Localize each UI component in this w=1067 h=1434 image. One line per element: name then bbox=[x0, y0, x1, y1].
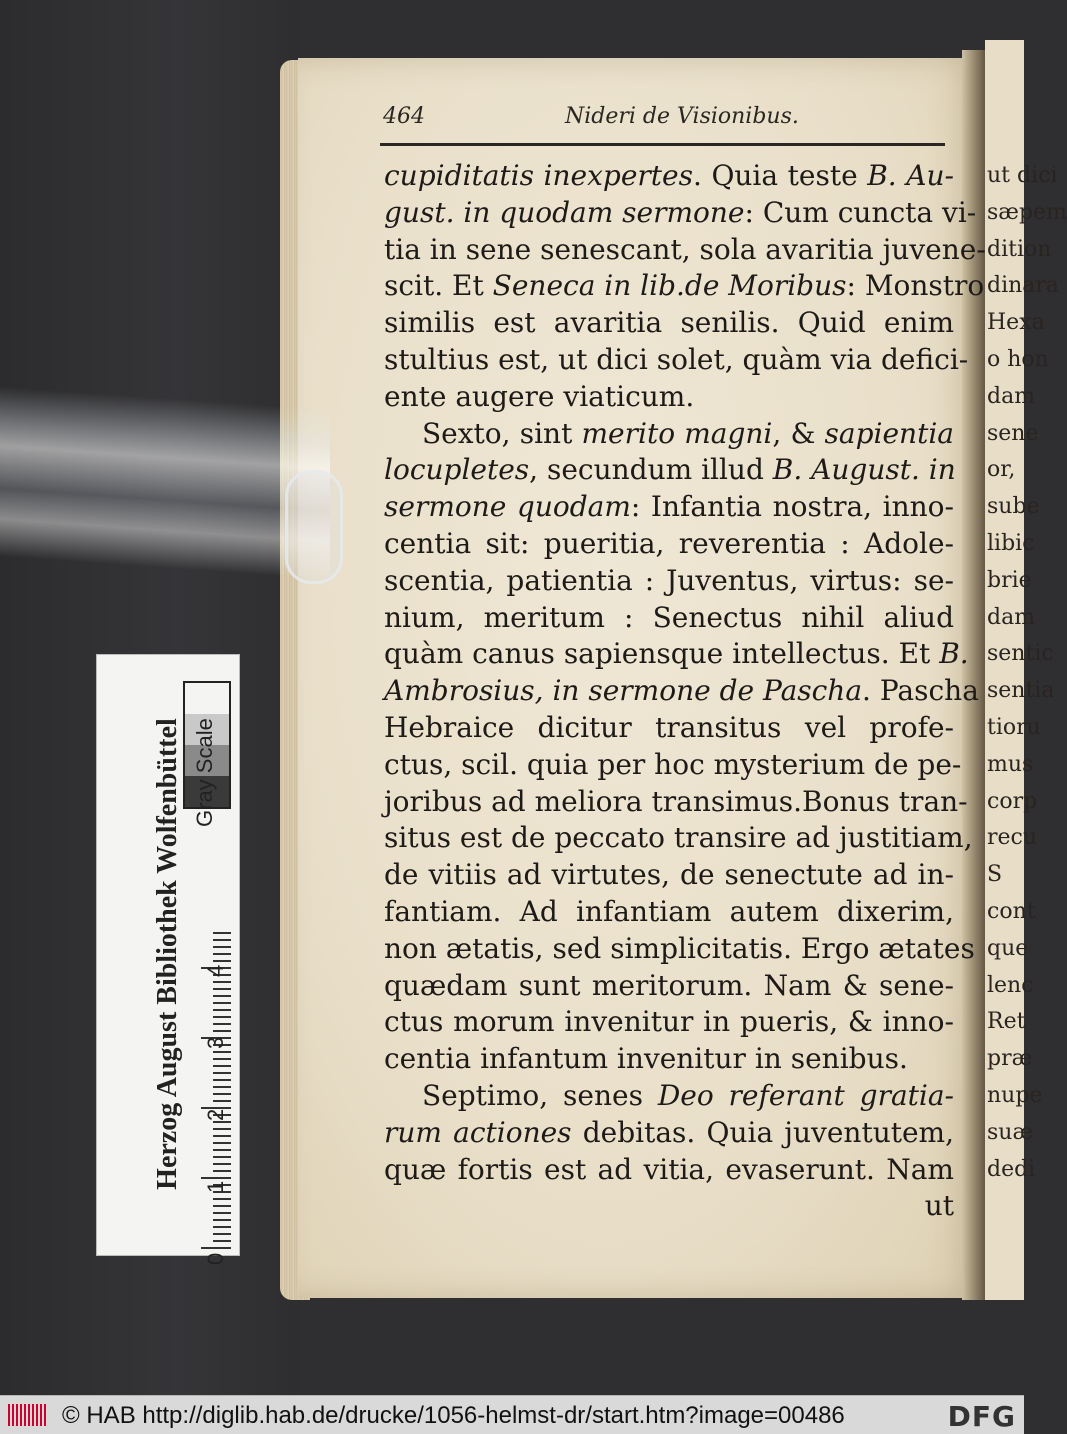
body-text bbox=[384, 158, 986, 1225]
text-segment: tia in sene senescant, sola avaritia juvene- bbox=[384, 232, 986, 266]
text-line bbox=[384, 968, 954, 1005]
ruler-tick bbox=[213, 1226, 231, 1228]
text-line bbox=[384, 600, 954, 637]
text-line bbox=[384, 452, 954, 489]
text-segment: ente augere viaticum. bbox=[384, 379, 695, 413]
ruler-tick bbox=[213, 1149, 231, 1151]
text-line bbox=[384, 1041, 954, 1078]
italic-segment: cupiditatis inexpertes bbox=[384, 159, 693, 192]
text-segment: de vitiis ad virtutes, de senectute ad in- bbox=[384, 858, 954, 892]
text-line bbox=[384, 526, 954, 563]
ruler-number: 4 bbox=[203, 964, 228, 977]
text-segment: non ætatis, sed simplicitatis. Ergo ætates bbox=[384, 931, 975, 965]
ruler-tick bbox=[213, 1086, 231, 1088]
italic-segment: gust. in quodam sermone bbox=[384, 195, 745, 229]
text-segment: scentia, patientia : Juventus, virtus: se- bbox=[384, 563, 954, 597]
text-segment: joribus ad meliora transimus.Bonus tran- bbox=[384, 784, 968, 818]
ruler-tick bbox=[213, 1009, 231, 1011]
text-line bbox=[384, 1152, 954, 1189]
text-line bbox=[384, 1004, 954, 1041]
text-line bbox=[384, 894, 954, 931]
text-line bbox=[384, 379, 954, 416]
text-line bbox=[384, 857, 954, 894]
ruler-tick bbox=[213, 1065, 231, 1067]
italic-segment: rum actiones bbox=[384, 1115, 572, 1149]
running-title: Nideri de Visionibus. bbox=[565, 104, 799, 129]
ruler-number: 3 bbox=[203, 1036, 228, 1049]
italic-segment: merito magni bbox=[581, 416, 773, 450]
ruler-tick bbox=[213, 1198, 231, 1200]
text-line bbox=[384, 268, 985, 305]
italic-segment: sapientia bbox=[824, 416, 954, 450]
text-line bbox=[384, 931, 975, 968]
ruler-number: 0 bbox=[203, 1252, 228, 1265]
text-line bbox=[384, 158, 954, 195]
text-line bbox=[384, 416, 954, 453]
ruler-tick bbox=[213, 1212, 231, 1214]
source-link[interactable]: © HAB http://diglib.hab.de/drucke/1056-helmst-dr/start.htm?image=00486 bbox=[62, 1402, 845, 1429]
gray-scale-card bbox=[96, 654, 240, 1265]
text-segment: situs est de peccato transire ad justitiam, bbox=[384, 821, 973, 855]
ruler-tick bbox=[213, 939, 231, 941]
footer-bar bbox=[0, 1395, 1024, 1434]
text-segment: ctus, scil. quia per hoc mysterium de pe- bbox=[384, 747, 962, 781]
text-segment: : Infantia nostra, inno- bbox=[630, 490, 954, 524]
ruler-tick bbox=[213, 1121, 231, 1123]
ruler-tick bbox=[213, 1205, 231, 1207]
text-segment: Septimo, senes bbox=[422, 1078, 658, 1112]
text-segment: debitas. Quia juventutem, bbox=[571, 1115, 955, 1149]
ruler-tick bbox=[213, 1072, 231, 1074]
italic-segment: B. August. in bbox=[772, 453, 956, 487]
text-segment: . Pascha bbox=[862, 674, 979, 708]
text-line bbox=[384, 342, 969, 379]
page-clip-icon bbox=[285, 470, 343, 584]
running-head bbox=[383, 104, 943, 138]
text-line bbox=[384, 820, 973, 857]
italic-segment: B. Au- bbox=[867, 159, 954, 192]
text-segment: ctus morum invenitur in pueris, & inno- bbox=[384, 1005, 954, 1039]
text-segment: quædam sunt meritorum. Nam & sene- bbox=[384, 968, 954, 1002]
text-segment: scit. Et bbox=[384, 269, 493, 303]
ruler-tick bbox=[213, 932, 231, 934]
text-segment: fantiam. Ad infantiam autem dixerim, bbox=[384, 894, 954, 928]
text-segment: : Monstro bbox=[846, 269, 985, 303]
text-segment: centia infantum invenitur in senibus. bbox=[384, 1042, 908, 1076]
facing-page-text: ut dici sæpem dition dinara Hexa o hon dam sene or, sube libic brie dam sentic sentia tioru mus corp recu S cont que lenc Ret præ nupe suæ dedi bbox=[987, 163, 1067, 1182]
text-segment: . Quia teste bbox=[692, 159, 868, 192]
ruler-tick bbox=[213, 1051, 231, 1053]
text-line bbox=[384, 1078, 954, 1115]
text-segment: similis est avaritia senilis. Quid enim bbox=[384, 306, 954, 340]
text-segment: Hebraice dicitur transitus vel profe- bbox=[384, 710, 954, 744]
text-segment: ut bbox=[924, 1189, 954, 1223]
text-line bbox=[384, 747, 962, 784]
ruler-tick bbox=[213, 988, 231, 990]
ruler-number: 2 bbox=[203, 1108, 228, 1121]
text-line bbox=[384, 636, 969, 673]
text-segment: centia sit: pueritia, reverentia : Adole- bbox=[384, 526, 954, 560]
text-line bbox=[384, 673, 979, 710]
ruler-tick bbox=[213, 981, 231, 983]
text-segment: , secundum illud bbox=[529, 453, 773, 487]
text-line bbox=[384, 195, 977, 232]
page-number: 464 bbox=[383, 104, 425, 129]
library-brand: Herzog August Bibliothek Wolfenbüttel bbox=[152, 718, 183, 1190]
italic-segment: Ambrosius, in sermone de Pascha bbox=[384, 674, 863, 708]
facing-page bbox=[985, 40, 1067, 1300]
text-line bbox=[384, 305, 954, 342]
text-line bbox=[384, 710, 954, 747]
ruler-tick bbox=[213, 1058, 231, 1060]
italic-segment: Seneca in lib.de Moribus bbox=[492, 269, 847, 303]
ruler-tick bbox=[213, 1156, 231, 1158]
ruler-tick bbox=[213, 1128, 231, 1130]
ruler-tick bbox=[213, 1219, 231, 1221]
ruler-tick bbox=[213, 1016, 231, 1018]
ruler-tick bbox=[213, 1079, 231, 1081]
text-line bbox=[384, 563, 954, 600]
ruler-number: 1 bbox=[203, 1180, 228, 1193]
text-segment: nium, meritum : Senectus nihil aliud bbox=[384, 600, 954, 634]
italic-segment: B. bbox=[939, 637, 969, 671]
text-segment: quàm canus sapiensque intellectus. Et bbox=[384, 637, 940, 671]
page-clip-band bbox=[0, 386, 330, 579]
italic-segment: locupletes bbox=[384, 453, 530, 487]
text-segment: , & bbox=[772, 416, 825, 450]
ruler-tick bbox=[213, 1135, 231, 1137]
hab-logo-icon bbox=[8, 1404, 48, 1426]
text-segment: stultius est, ut dici solet, quàm via defici- bbox=[384, 342, 969, 376]
text-segment: quæ fortis est ad vitia, evaserunt. Nam bbox=[384, 1152, 954, 1186]
text-segment: Sexto, sint bbox=[422, 416, 582, 450]
header-rule bbox=[380, 143, 945, 146]
ruler-tick bbox=[213, 1142, 231, 1144]
text-line bbox=[384, 232, 986, 269]
text-line bbox=[384, 1188, 954, 1225]
text-line bbox=[384, 784, 968, 821]
text-segment: : Cum cuncta vi- bbox=[744, 195, 977, 229]
text-line bbox=[384, 489, 954, 526]
italic-segment: Deo referant gratia- bbox=[657, 1078, 955, 1112]
text-line bbox=[384, 1115, 954, 1152]
italic-segment: sermone quodam bbox=[384, 490, 631, 524]
ruler-tick bbox=[213, 995, 231, 997]
gray-scale-label: Gray Scale bbox=[192, 718, 217, 827]
ruler-tick bbox=[213, 1002, 231, 1004]
dfg-logo: DFG bbox=[947, 1400, 1016, 1433]
